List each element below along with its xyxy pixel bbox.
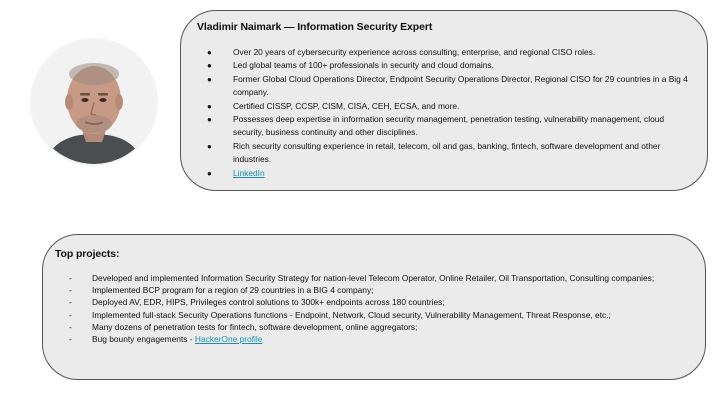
- list-item: [197, 167, 691, 180]
- profile-title: Vladimir Naimark — Information Security Expert: [197, 21, 433, 33]
- list-item: - Developed and implemented Information Security Strategy for nation-level Telecom Operator, Online Retailer, Oil Transportation, Consulting companies;: [69, 273, 655, 283]
- list-item: - Implemented full-stack Security Operations functions - Endpoint, Network, Cloud security, Vulnerability Management, Threat Response, etc.;: [69, 309, 611, 320]
- dash-icon: -: [69, 334, 72, 345]
- projects-title: Top projects:: [55, 248, 120, 260]
- linkedin-link[interactable]: LinkedIn: [233, 167, 265, 178]
- dash-icon: -: [69, 273, 72, 283]
- profile-highlights-list: [197, 46, 691, 180]
- bullet-icon: ●: [207, 101, 212, 111]
- projects-list: [55, 272, 691, 345]
- list-item: ● Certified CISSP, CCSP, CISM, CISA, CEH, ECSA, and more.: [197, 100, 691, 113]
- dash-icon: -: [69, 309, 72, 320]
- list-item: - Many dozens of penetration tests for fintech, software development, online aggregators;: [69, 321, 418, 332]
- profile-photo: [30, 38, 158, 166]
- dash-icon: -: [69, 297, 72, 308]
- bullet-icon: ●: [207, 48, 212, 57]
- list-item: - Implemented BCP program for a region of 29 countries in a BIG 4 company;: [69, 285, 374, 296]
- bullet-icon: ●: [207, 61, 212, 71]
- hackerone-link[interactable]: HackerOne profile: [194, 334, 263, 345]
- dash-icon: -: [69, 285, 72, 296]
- profile-card: [180, 10, 708, 191]
- person-photo-icon: [30, 38, 158, 166]
- list-item: - Bug bounty engagements - HackerOne profile: [69, 334, 263, 345]
- list-item: ● Led global teams of 100+ professionals in security and cloud domains.: [197, 59, 691, 72]
- dash-icon: -: [69, 321, 72, 332]
- projects-card: [42, 234, 706, 380]
- list-item: - Deployed AV, EDR, HIPS, Privileges control solutions to 300k+ endpoints across 180 countries;: [69, 297, 445, 308]
- list-item: ● Possesses deep expertise in information security management, penetration testing, vulnerability management, cloud security, business continuity and other disciplines.: [207, 114, 665, 138]
- bullet-icon: ●: [207, 168, 212, 178]
- bullet-icon: ●: [207, 115, 212, 125]
- list-item: ● Rich security consulting experience in retail, telecom, oil and gas, banking, fintech, software development and other industries.: [207, 140, 661, 165]
- list-item: ● Former Global Cloud Operations Director, Endpoint Security Operations Director, Regional CISO for 29 countries in a Big 4 company.: [207, 73, 688, 98]
- list-item: ● Over 20 years of cybersecurity experience across consulting, enterprise, and regional CISO roles.: [197, 46, 691, 59]
- bullet-icon: ●: [207, 74, 212, 84]
- bullet-icon: ●: [207, 141, 212, 151]
